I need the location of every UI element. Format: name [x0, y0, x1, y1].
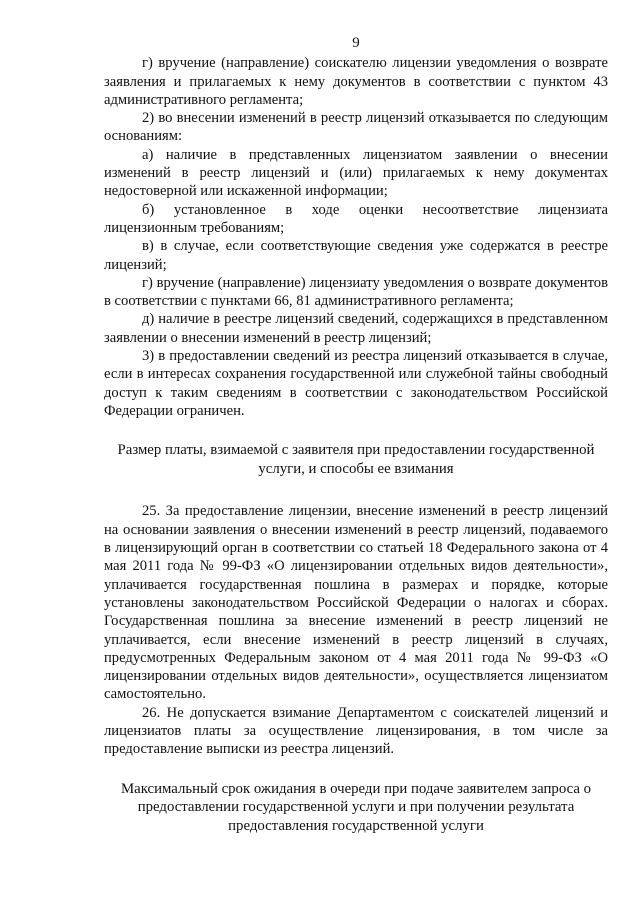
paragraph-refusal-changes: 2) во внесении изменений в реестр лицензий отказывается по следующим основаниям: — [104, 110, 608, 145]
paragraph-26: 26. Не допускается взимание Департаментом с соискателей лицензий и лицензиатов платы за осуществление лицензирования, в том числе за предоставление выписки из реестра лицензий. — [104, 704, 608, 758]
paragraph-item-a: а) наличие в представленных лицензиатом заявлении о внесении изменений в реестр лицензий и (или) прилагаемых к нему документах недостоверной или искаженной информации; — [104, 146, 608, 200]
paragraph-item-d: д) наличие в реестре лицензий сведений, содержащихся в представленном заявлении о внесении изменений в реестр лицензий; — [104, 311, 608, 346]
paragraph-25: 25. За предоставление лицензии, внесение изменений в реестр лицензий на основании заявления о внесении изменений в реестр лицензий, подаваемого в лицензирующий орган в соответствии со статьей 18 Федерального закона от 4 мая 2011 года № 99-ФЗ «О лицензировании отдельных видов деятельности», уплачивается государственная пошлина в размерах и порядке, которые установлены законодательством Российской Федерации о налогах и сборах. Государственная пошлина за внесение изменений в реестр лицензий не уплачивается, если внесение изменений в реестр лицензий в случаях, предусмотренных Федеральным законом от 4 мая 2011 года № 99-ФЗ «О лицензировании отдельных видов деятельности», осуществляется лицензиатом самостоятельно. — [104, 503, 608, 703]
paragraph-item-g-applicant: г) вручение (направление) соискателю лицензии уведомления о возврате заявления и прилагаемых к нему документов в соответствии с пунктом 43 административного регламента; — [104, 55, 608, 108]
paragraph-refusal-info: 3) в предоставлении сведений из реестра лицензий отказывается в случае, если в интересах сохранения государственной или служебной тайны свободный доступ к таким сведениям в соответствии с законодательством Российской Федерации ограничен. — [104, 348, 608, 419]
document-page — [104, 34, 608, 835]
spacer — [104, 420, 608, 441]
spacer — [104, 759, 608, 780]
spacer — [104, 478, 608, 502]
paragraph-item-v: в) в случае, если соответствующие сведения уже содержатся в реестре лицензий; — [104, 238, 608, 273]
section-heading-queue: Максимальный срок ожидания в очереди при подаче заявителем запроса о предоставлении государственной услуги и при получении результата предоставления государственной услуги — [120, 780, 592, 834]
section-heading-fee: Размер платы, взимаемой с заявителя при предоставлении государственной услуги, и способы ее взимания — [117, 442, 595, 477]
paragraph-item-g-licensee: г) вручение (направление) лицензиату уведомления о возврате документов в соответствии с пунктами 66, 81 административного регламента; — [104, 274, 608, 310]
paragraph-item-b: б) установленное в ходе оценки несоответствие лицензиата лицензионным требованиям; — [104, 201, 608, 236]
page-number: 9 — [352, 35, 360, 51]
